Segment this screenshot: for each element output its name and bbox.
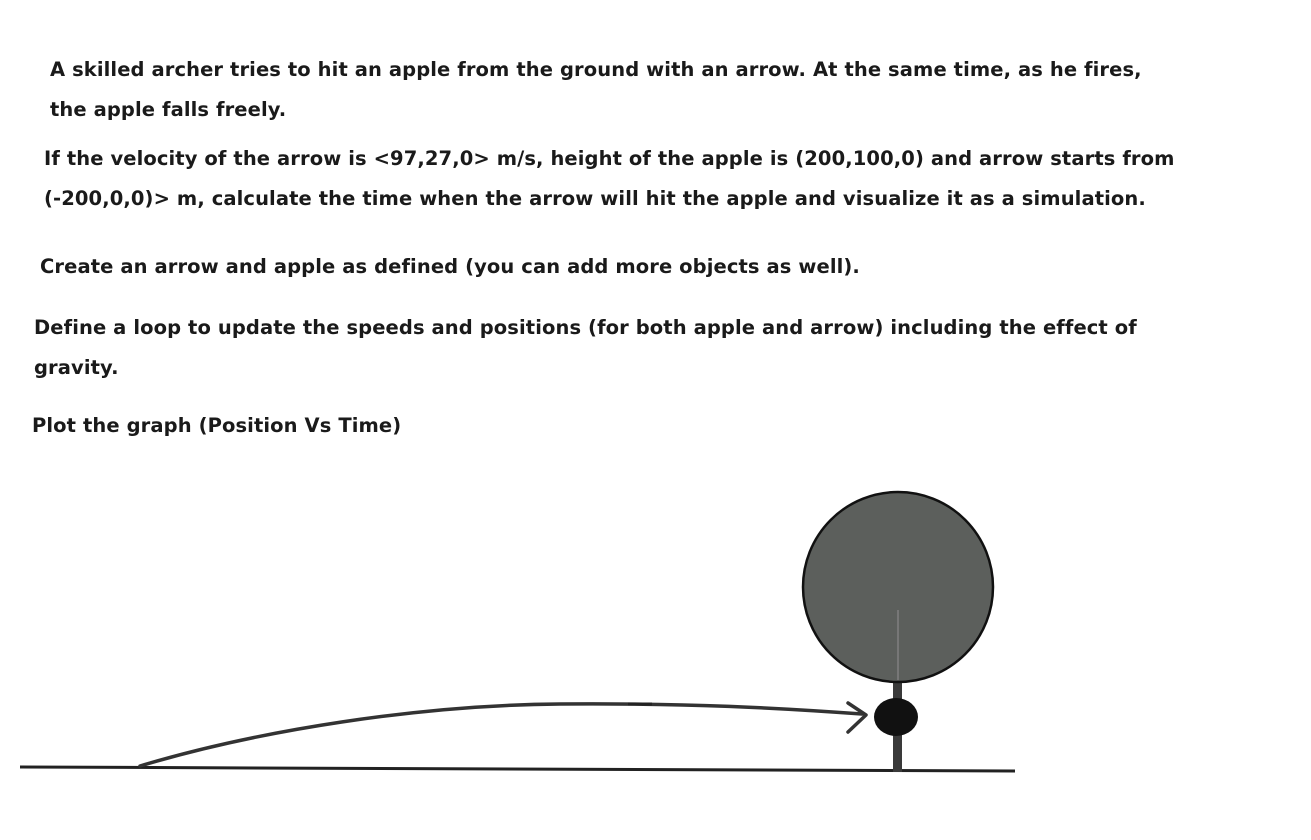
task-loop [34,308,1137,388]
task-loop-line-1: Define a loop to update the speeds and positions (for both apple and arrow) including the effect of [34,316,1137,339]
arrowhead [848,703,866,732]
archery-illustration [0,460,1311,820]
problem-given [44,139,1175,219]
ground-line [20,767,1015,771]
task-plot-line: Plot the graph (Position Vs Time) [32,414,402,437]
task-create [40,247,860,287]
apple [874,698,918,736]
problem-intro [50,50,1142,130]
problem-given-line-2: (-200,0,0)> m, calculate the time when the arrow will hit the apple and visualize it as a simulation. [44,187,1146,210]
task-loop-line-2: gravity. [34,356,119,379]
task-plot [32,406,401,446]
task-create-line: Create an arrow and apple as defined (you can add more objects as well). [40,255,860,278]
problem-intro-line-1: A skilled archer tries to hit an apple from the ground with an arrow. At the same time, as he fires, [50,58,1142,81]
arrow-trajectory [140,704,862,766]
problem-intro-line-2: the apple falls freely. [50,98,287,121]
problem-given-line-1: If the velocity of the arrow is <97,27,0> m/s, height of the apple is (200,100,0) and arrow starts from [44,147,1175,170]
